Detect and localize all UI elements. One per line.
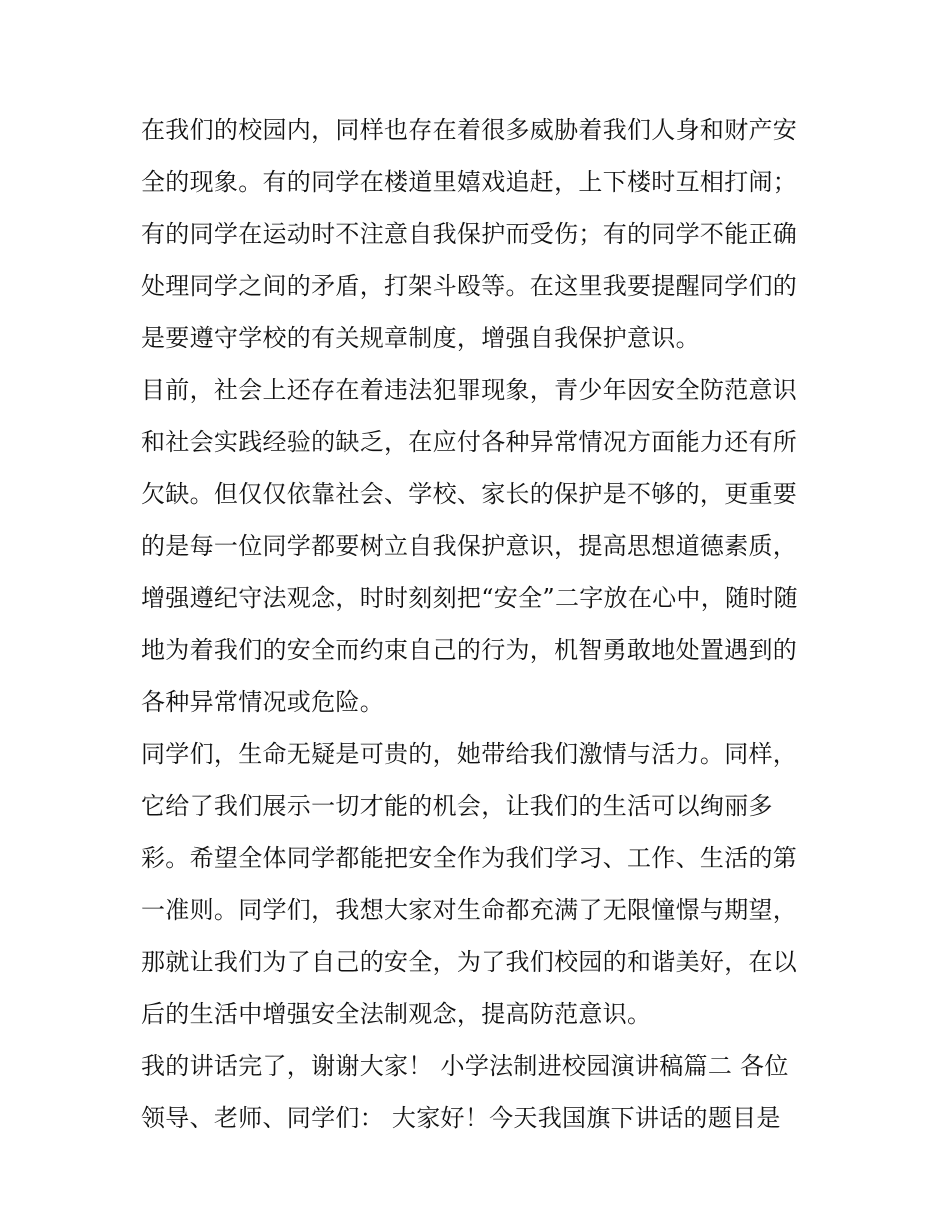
text-line: 在我们的校园内，同样也存在着很多威胁着我们人身和财产安 bbox=[141, 116, 798, 144]
text-line: 是要遵守学校的有关规章制度，增强自我保护意识。 bbox=[141, 324, 700, 352]
text-line: 彩。希望全体同学都能把安全作为我们学习、工作、生活的第 bbox=[141, 844, 798, 872]
text-line: 地为着我们的安全而约束自己的行为，机智勇敢地处置遇到的 bbox=[141, 636, 798, 664]
text-line: 的是每一位同学都要树立自我保护意识，提高思想道德素质， bbox=[141, 532, 798, 560]
text-line: 欠缺。但仅仅依靠社会、学校、家长的保护是不够的，更重要 bbox=[141, 480, 798, 508]
text-line: 增强遵纪守法观念，时时刻刻把“安全”二字放在心中，随时随 bbox=[141, 584, 798, 612]
text-line: 领导、老师、同学们： 大家好！今天我国旗下讲话的题目是 bbox=[141, 1104, 781, 1132]
text-line: 目前，社会上还存在着违法犯罪现象，青少年因安全防范意识 bbox=[141, 376, 798, 404]
text-line: 我的讲话完了，谢谢大家！ 小学法制进校园演讲稿篇二 各位 bbox=[141, 1052, 789, 1080]
text-line: 处理同学之间的矛盾，打架斗殴等。在这里我要提醒同学们的 bbox=[141, 272, 798, 300]
text-line: 全的现象。有的同学在楼道里嬉戏追赶，上下楼时互相打闹； bbox=[141, 168, 798, 196]
text-line: 和社会实践经验的缺乏，在应付各种异常情况方面能力还有所 bbox=[141, 428, 798, 456]
text-line: 各种异常情况或危险。 bbox=[141, 688, 384, 716]
text-line: 有的同学在运动时不注意自我保护而受伤；有的同学不能正确 bbox=[141, 220, 798, 248]
text-line: 它给了我们展示一切才能的机会，让我们的生活可以绚丽多 bbox=[141, 792, 773, 820]
text-line: 一准则。同学们，我想大家对生命都充满了无限憧憬与期望， bbox=[141, 896, 798, 924]
body-text bbox=[141, 104, 821, 1144]
text-line: 后的生活中增强安全法制观念，提高防范意识。 bbox=[141, 1000, 652, 1028]
text-line: 同学们，生命无疑是可贵的，她带给我们激情与活力。同样， bbox=[141, 740, 798, 768]
text-line: 那就让我们为了自己的安全，为了我们校园的和谐美好，在以 bbox=[141, 948, 798, 976]
